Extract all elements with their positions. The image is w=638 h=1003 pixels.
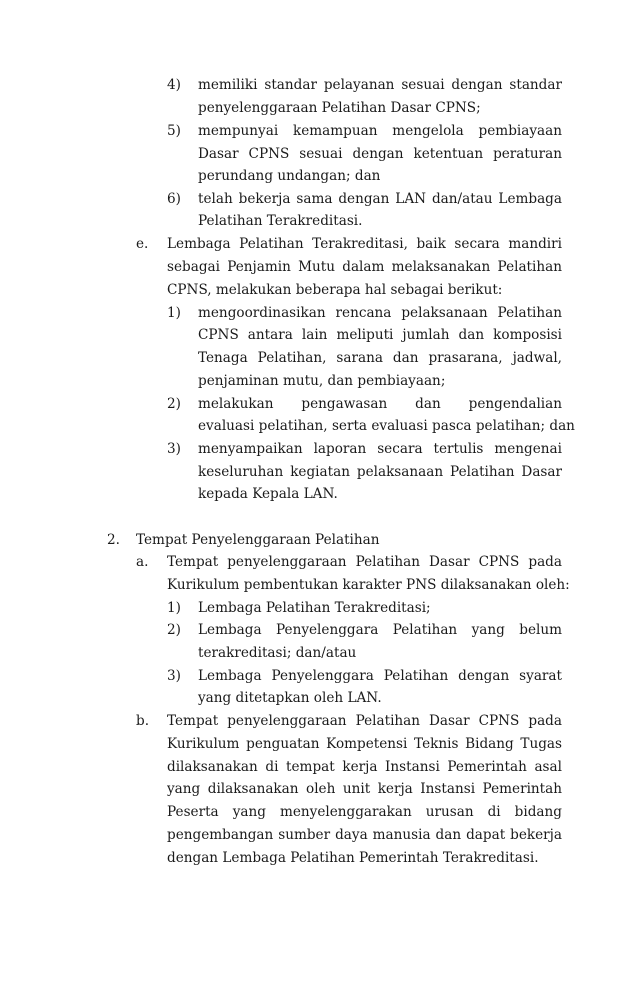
text-line: sebagai Penjamin Mutu dalam melaksanakan Pelatihan	[167, 259, 562, 275]
text-line: melakukan pengawasan dan pengendalian	[198, 396, 562, 412]
text-line: telah bekerja sama dengan LAN dan/atau Lembaga	[198, 191, 562, 207]
text-line: Lembaga Penyelenggara Pelatihan yang belum	[198, 622, 562, 638]
text-line: pengembangan sumber daya manusia dan dapat bekerja	[167, 827, 562, 843]
text-line: Lembaga Pelatihan Terakreditasi, baik secara mandiri	[167, 236, 562, 252]
text-line: penyelenggaraan Pelatihan Dasar CPNS;	[198, 100, 481, 116]
text-line: Dasar CPNS sesuai dengan ketentuan peraturan	[198, 146, 562, 162]
section-heading: Tempat Penyelenggaraan Pelatihan	[136, 532, 380, 548]
text-line: Pelatihan Terakreditasi.	[198, 213, 363, 229]
text-line: Kurikulum pembentukan karakter PNS dilaksanakan oleh:	[167, 577, 570, 593]
text-line: Kurikulum penguatan Kompetensi Teknis Bidang Tugas	[167, 736, 562, 752]
list-marker: 2)	[167, 622, 181, 638]
text-line: Tempat penyelenggaraan Pelatihan Dasar CPNS pada	[167, 554, 562, 570]
text-line: dilaksanakan di tempat kerja Instansi Pemerintah asal	[167, 759, 562, 775]
list-marker: 4)	[167, 77, 181, 93]
list-marker: 3)	[167, 441, 181, 457]
list-marker: 5)	[167, 123, 181, 139]
text-line: CPNS, melakukan beberapa hal sebagai berikut:	[167, 282, 503, 298]
text-line: menyampaikan laporan secara tertulis mengenai	[198, 441, 562, 457]
list-marker: b.	[136, 713, 150, 729]
text-line: Tempat penyelenggaraan Pelatihan Dasar CPNS pada	[167, 713, 562, 729]
list-marker: 6)	[167, 191, 181, 207]
text-line: yang ditetapkan oleh LAN.	[198, 690, 382, 706]
text-line: dengan Lembaga Pelatihan Pemerintah Terakreditasi.	[167, 850, 539, 866]
list-marker: 1)	[167, 305, 181, 321]
text-line: Lembaga Pelatihan Terakreditasi;	[198, 600, 431, 616]
text-line: memiliki standar pelayanan sesuai dengan standar	[198, 77, 562, 93]
text-line: terakreditasi; dan/atau	[198, 645, 357, 661]
text-line: perundang undangan; dan	[198, 168, 381, 184]
text-line: penjaminan mutu, dan pembiayaan;	[198, 373, 446, 389]
text-line: keseluruhan kegiatan pelaksanaan Pelatihan Dasar	[198, 464, 562, 480]
list-marker: a.	[136, 554, 149, 570]
text-line: yang dilaksanakan oleh unit kerja Instansi Pemerintah	[167, 781, 562, 797]
text-line: mengoordinasikan rencana pelaksanaan Pelatihan	[198, 305, 562, 321]
text-line: Lembaga Penyelenggara Pelatihan dengan syarat	[198, 668, 562, 684]
list-marker: 3)	[167, 668, 181, 684]
section-number: 2.	[107, 532, 120, 548]
text-line: Peserta yang menyelenggarakan urusan di bidang	[167, 804, 562, 820]
text-line: CPNS antara lain meliputi jumlah dan komposisi	[198, 327, 562, 343]
text-line: kepada Kepala LAN.	[198, 486, 338, 502]
text-line: Tenaga Pelatihan, sarana dan prasarana, jadwal,	[198, 350, 562, 366]
text-line: mempunyai kemampuan mengelola pembiayaan	[198, 123, 562, 139]
list-marker: e.	[136, 236, 149, 252]
text-line: evaluasi pelatihan, serta evaluasi pasca pelatihan; dan	[198, 418, 575, 434]
list-marker: 2)	[167, 396, 181, 412]
list-marker: 1)	[167, 600, 181, 616]
